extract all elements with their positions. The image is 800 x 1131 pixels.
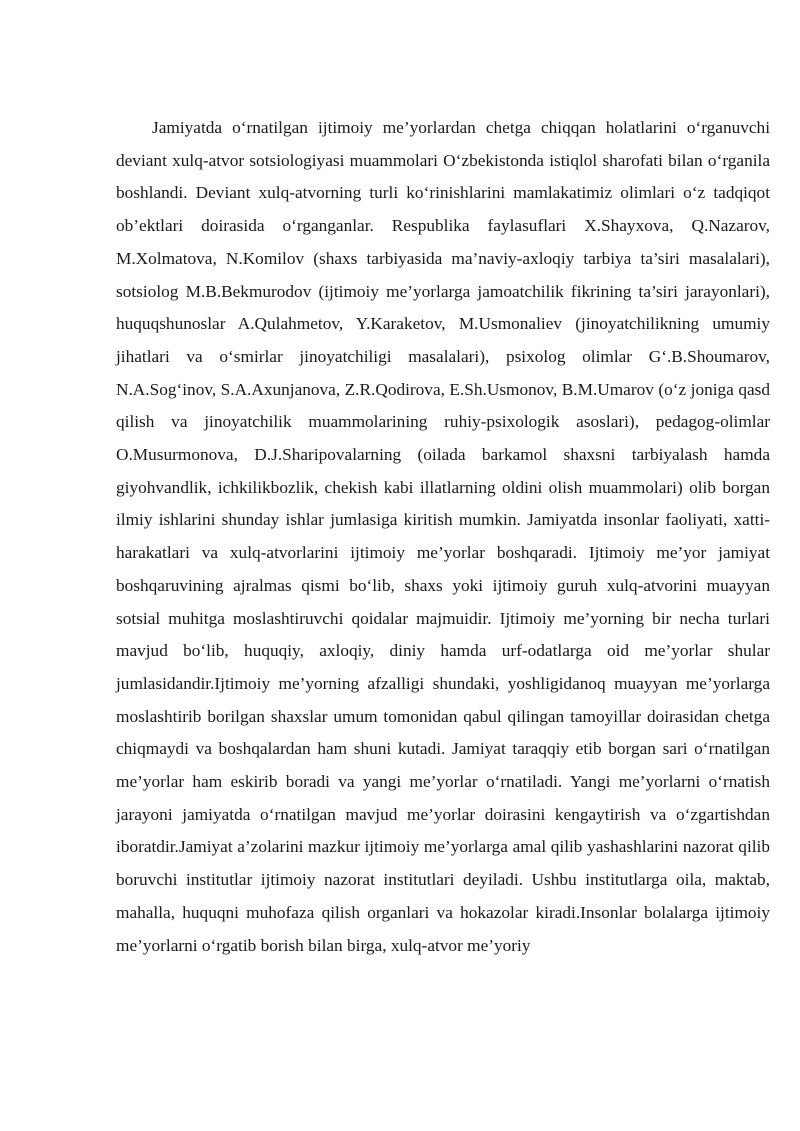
body-text: [116, 112, 770, 962]
paragraph: Jamiyatda o‘rnatilgan ijtimoiy me’yorlardan chetga chiqqan holatlarini o‘rganuvchi deviant xulq-atvor sotsiologiyasi muammolari O‘zbekistonda istiqlol sharofati bilan o‘rganila boshlandi. Deviant xulq-atvorning turli ko‘rinishlarini mamlakatimiz olimlari o‘z tadqiqot ob’ektlari doirasida o‘rganganlar. Respublika faylasuflari X.Shayxova, Q.Nazarov, M.Xolmatova, N.Komilov (shaxs tarbiyasida ma’naviy-axloqiy tarbiya ta’siri masalalari), sotsiolog M.B.Bekmurodov (ijtimoiy me’yorlarga jamoatchilik fikrining ta’siri jarayonlari), huquqshunoslar A.Qulahmetov, Y.Karaketov, M.Usmonaliev (jinoyatchilikning umumiy jihatlari va o‘smirlar jinoyatchiligi masalalari), psixolog olimlar G‘.B.Shoumarov, N.A.Sog‘inov, S.A.Axunjanova, Z.R.Qodirova, E.Sh.Usmonov, B.M.Umarov (o‘z joniga qasd qilish va jinoyatchilik muammolarining ruhiy-psixologik asoslari), pedagog-olimlar O.Musurmonova, D.J.Sharipovalarning (oilada barkamol shaxsni tarbiyalash hamda giyohvandlik, ichkilikbozlik, chekish kabi illatlarning oldini olish muammolari) olib borgan ilmiy ishlarini shunday ishlar jumlasiga kiritish mumkin. Jamiyatda insonlar faoliyati, xatti-harakatlari va xulq-atvorlarini ijtimoiy me’yorlar boshqaradi. Ijtimoiy me’yor jamiyat boshqaruvining ajralmas qismi bo‘lib, shaxs yoki ijtimoiy guruh xulq-atvorini muayyan sotsial muhitga moslashtiruvchi qoidalar majmuidir. Ijtimoiy me’yorning bir necha turlari mavjud bo‘lib, huquqiy, axloqiy, diniy hamda urf-odatlarga oid me’yorlar shular jumlasidandir.Ijtimoiy me’yorning afzalligi shundaki, yoshligidanoq muayyan me’yorlarga moslashtirib borilgan shaxslar umum tomonidan qabul qilingan tamoyillar doirasidan chetga chiqmaydi va boshqalardan ham shuni kutadi. Jamiyat taraqqiy etib borgan sari o‘rnatilgan me’yorlar ham eskirib boradi va yangi me’yorlar o‘rnatiladi. Yangi me’yorlarni o‘rnatish jarayoni jamiyatda o‘rnatilgan mavjud me’yorlar doirasini kengaytirish va o‘zgartishdan iboratdir.Jamiyat a’zolarini mazkur ijtimoiy me’yorlarga amal qilib yashashlarini nazorat qilib boruvchi institutlar ijtimoiy nazorat institutlari deyiladi. Ushbu institutlarga oila, maktab, mahalla, huquqni muhofaza qilish organlari va hokazolar kiradi.Insonlar bolalarga ijtimoiy me’yorlarni o‘rgatib borish bilan birga, xulq-atvor me’yoriy: [116, 118, 770, 955]
